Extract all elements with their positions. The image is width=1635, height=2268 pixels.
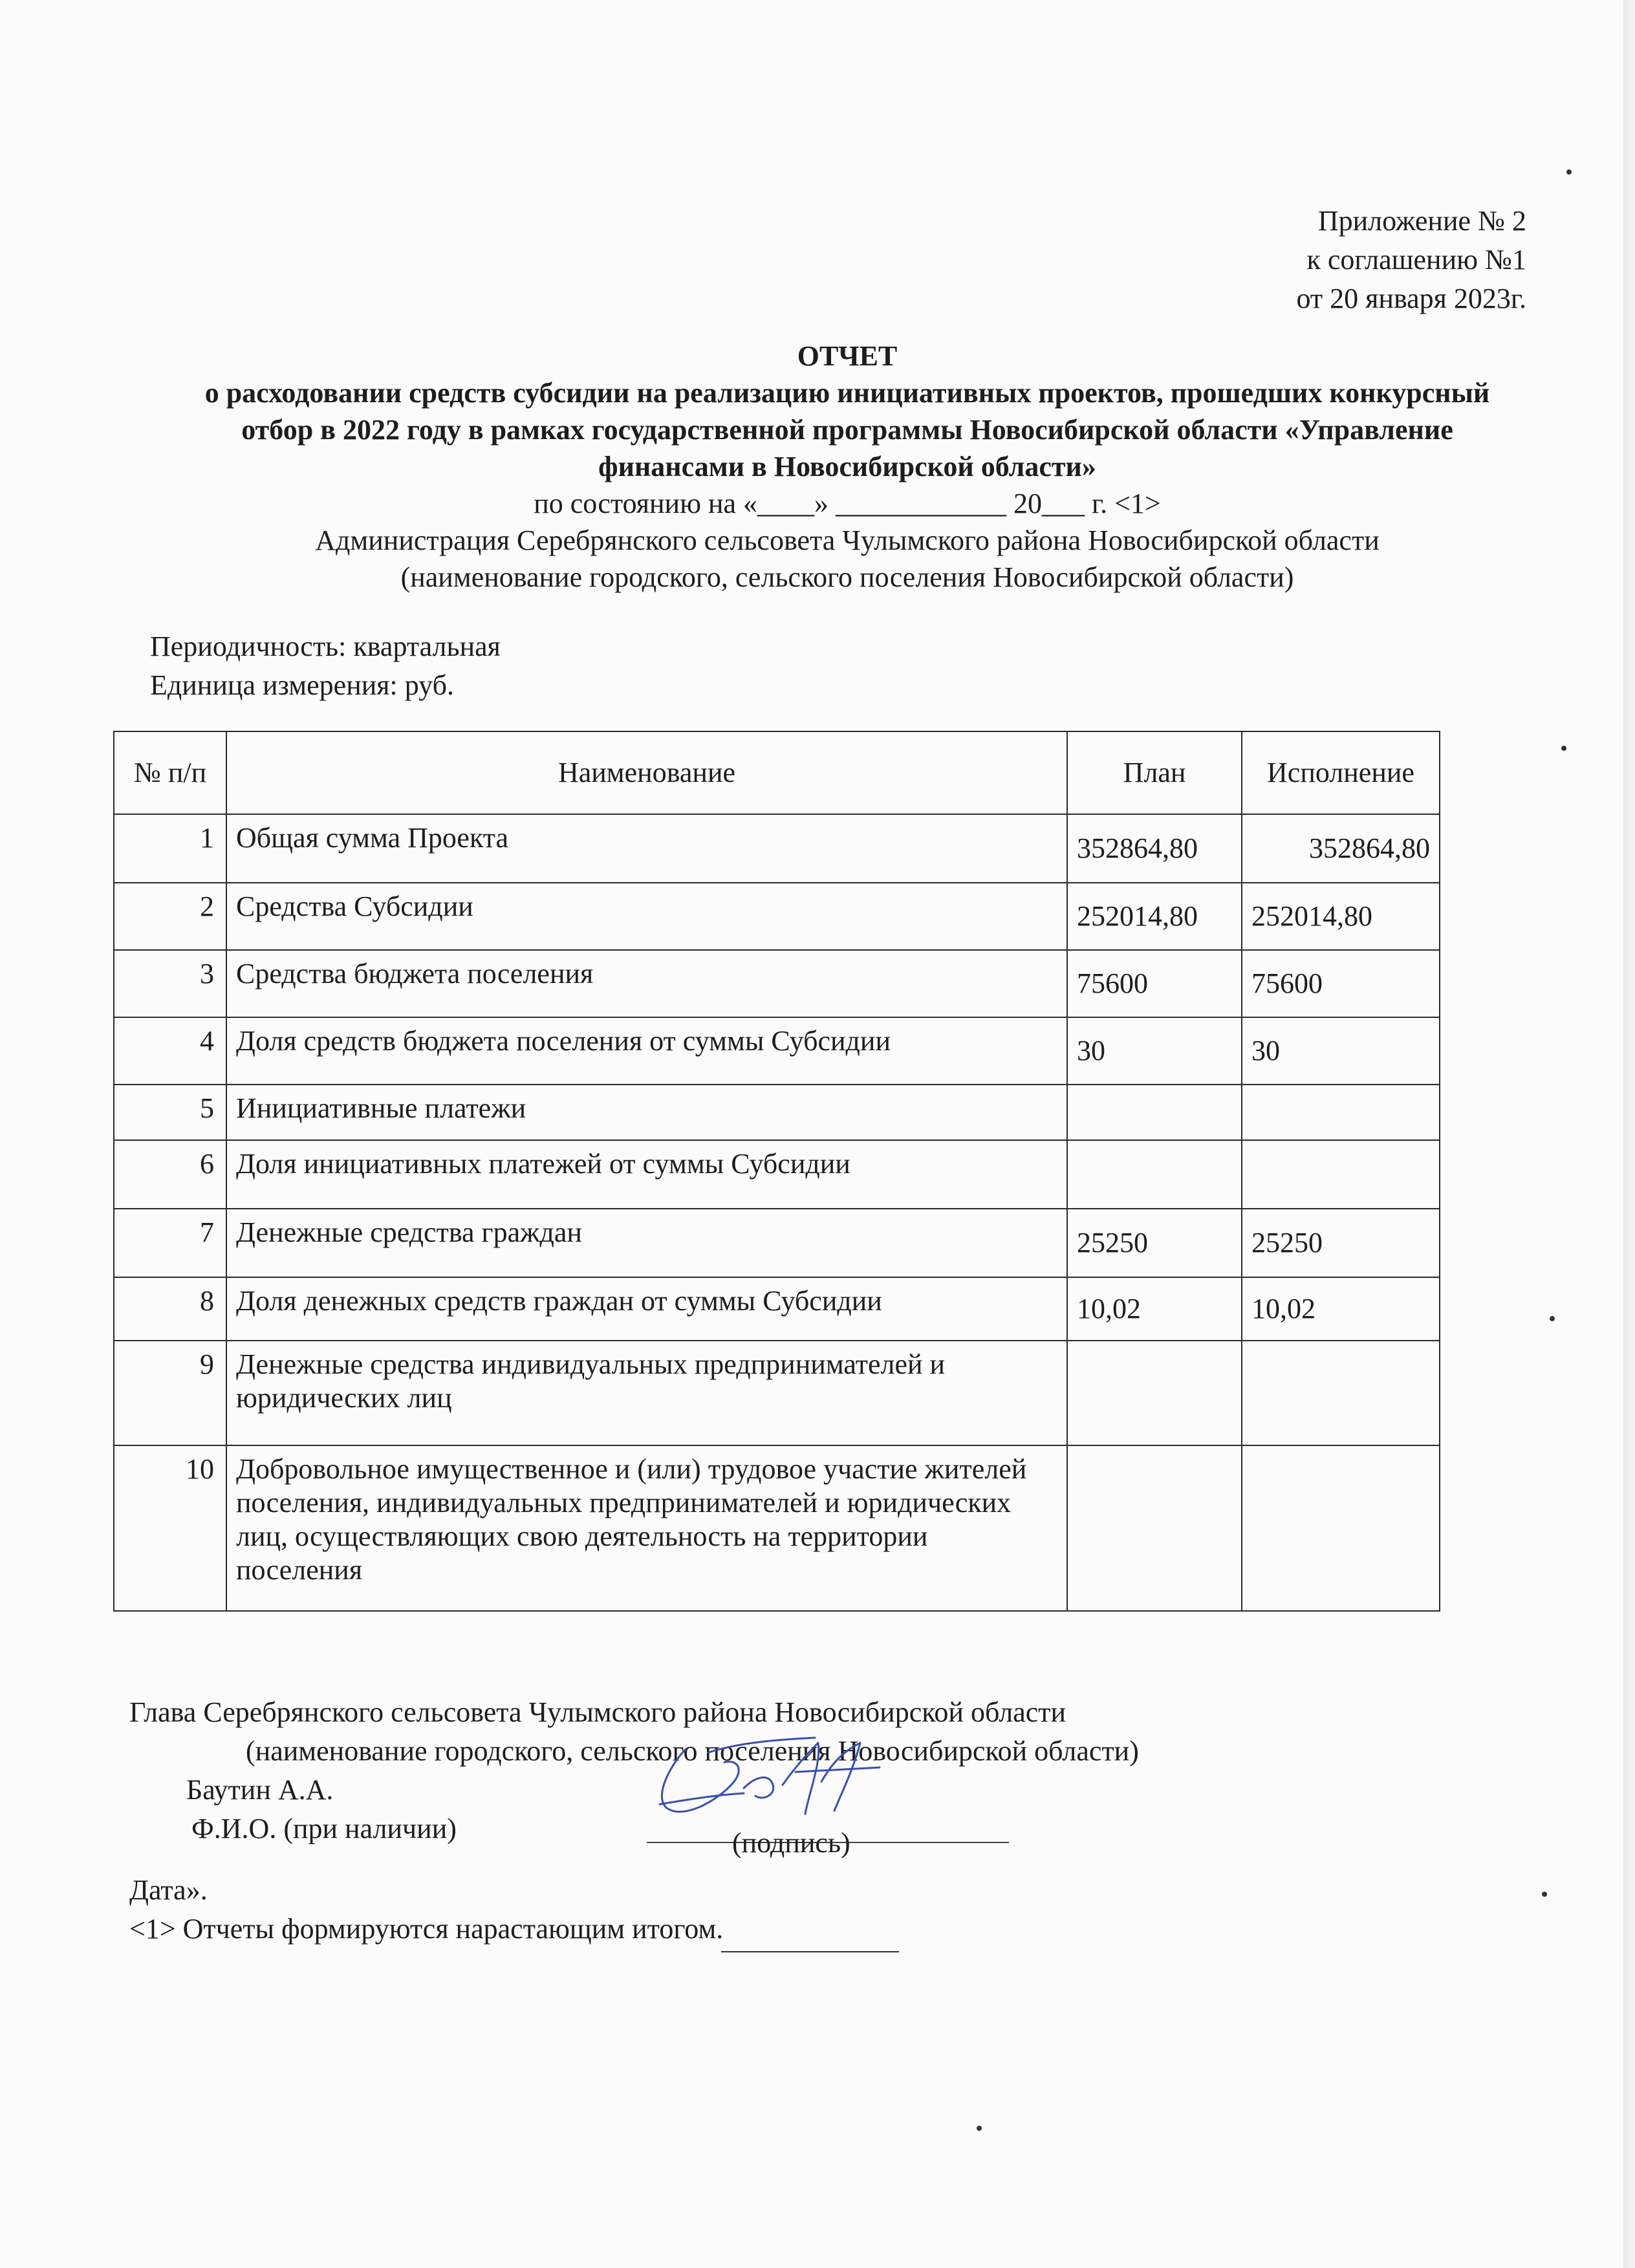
row-execution	[1242, 1341, 1440, 1445]
table-row	[114, 814, 1440, 883]
scan-speck	[977, 2126, 982, 2131]
signature-label: (подпись)	[732, 1827, 850, 1859]
report-subtitle: о расходовании средств субсидии на реализацию инициативных проектов, прошедших конкурсный отбор в 2022 году в рамках государственной программы Новосибирской области «Управление финансами в Новосибирской области»	[204, 377, 1490, 482]
footer-notes	[129, 1871, 723, 1949]
report-title: ОТЧЕТ	[797, 340, 898, 372]
row-num: 9	[114, 1341, 226, 1445]
row-execution: 30	[1242, 1017, 1440, 1085]
row-name: Денежные средства граждан	[226, 1209, 1067, 1277]
row-num: 8	[114, 1277, 226, 1341]
row-execution: 252014,80	[1242, 883, 1440, 950]
row-name: Доля денежных средств граждан от суммы Субсидии	[226, 1277, 1067, 1341]
table-row	[114, 1209, 1440, 1277]
row-name: Инициативные платежи	[226, 1085, 1067, 1140]
row-plan	[1067, 1085, 1242, 1140]
periodicity: Периодичность: квартальная	[150, 631, 501, 662]
table-row	[114, 1445, 1440, 1611]
date-label: Дата».	[129, 1874, 208, 1906]
row-plan: 10,02	[1067, 1277, 1242, 1341]
signatory-position-hint: (наименование городского, сельского поселения Новосибирской области)	[246, 1735, 1139, 1767]
row-plan: 352864,80	[1067, 814, 1242, 883]
row-name: Средства Субсидии	[226, 883, 1067, 950]
appendix-agreement: к соглашению №1	[1306, 244, 1526, 275]
appendix-date: от 20 января 2023г.	[1296, 283, 1526, 314]
row-num: 5	[114, 1085, 226, 1140]
header-name: Наименование	[226, 731, 1067, 814]
row-name: Добровольное имущественное и (или) трудовое участие жителей поселения, индивидуальных предпринимателей и юридических лиц, осуществляющих свою деятельность на территории поселения	[226, 1445, 1067, 1611]
row-name: Денежные средства индивидуальных предпринимателей и юридических лиц	[226, 1341, 1067, 1445]
row-num: 1	[114, 814, 226, 883]
row-plan	[1067, 1341, 1242, 1445]
fio-label: Ф.И.О. (при наличии)	[191, 1813, 457, 1844]
row-num: 6	[114, 1140, 226, 1209]
row-plan: 252014,80	[1067, 883, 1242, 950]
appendix-number: Приложение № 2	[1317, 205, 1526, 237]
scan-speck	[1542, 1892, 1547, 1897]
footnote: <1> Отчеты формируются нарастающим итогом.	[129, 1913, 724, 1945]
table-header-row	[114, 731, 1440, 814]
signatory-name: Баутин А.А.	[186, 1774, 334, 1806]
report-as-of: по состоянию на «____» ____________ 20___ г. <1>	[534, 488, 1161, 519]
scan-speck	[1550, 1316, 1555, 1321]
scan-speck	[1566, 169, 1572, 175]
page-edge-shadow	[1623, 0, 1635, 2268]
table-row	[114, 1277, 1440, 1341]
row-num: 4	[114, 1017, 226, 1085]
row-num: 7	[114, 1209, 226, 1277]
table-row	[114, 1140, 1440, 1209]
report-organization-hint: (наименование городского, сельского поселения Новосибирской области)	[400, 561, 1294, 593]
row-execution: 10,02	[1242, 1277, 1440, 1341]
row-plan: 30	[1067, 1017, 1242, 1085]
row-name: Доля средств бюджета поселения от суммы Субсидии	[226, 1017, 1067, 1085]
row-execution: 25250	[1242, 1209, 1440, 1277]
report-meta	[150, 627, 501, 705]
row-num: 3	[114, 950, 226, 1017]
unit-of-measure: Единица измерения: руб.	[150, 669, 454, 701]
row-plan: 25250	[1067, 1209, 1242, 1277]
table-row	[114, 883, 1440, 950]
report-organization: Администрация Серебрянского сельсовета Чулымского района Новосибирской области	[315, 524, 1380, 556]
header-plan: План	[1067, 731, 1242, 814]
table-row	[114, 950, 1440, 1017]
table-row	[114, 1085, 1440, 1140]
row-num: 10	[114, 1445, 226, 1611]
row-execution: 352864,80	[1242, 814, 1440, 883]
row-execution	[1242, 1085, 1440, 1140]
row-name: Средства бюджета поселения	[226, 950, 1067, 1017]
row-plan	[1067, 1140, 1242, 1209]
row-execution: 75600	[1242, 950, 1440, 1017]
appendix-block	[1297, 202, 1526, 318]
report-table	[113, 731, 1440, 1612]
row-execution	[1242, 1140, 1440, 1209]
row-name: Доля инициативных платежей от суммы Субсидии	[226, 1140, 1067, 1209]
divider-line	[721, 1951, 899, 1952]
row-plan	[1067, 1445, 1242, 1611]
table-row	[114, 1017, 1440, 1085]
row-plan: 75600	[1067, 950, 1242, 1017]
table-row	[114, 1341, 1440, 1445]
handwritten-signature	[647, 1723, 905, 1833]
report-title-block	[175, 338, 1520, 596]
header-num: № п/п	[114, 731, 226, 814]
row-execution	[1242, 1445, 1440, 1611]
row-num: 2	[114, 883, 226, 950]
row-name: Общая сумма Проекта	[226, 814, 1067, 883]
header-execution: Исполнение	[1242, 731, 1440, 814]
scan-speck	[1561, 746, 1566, 751]
signatory-position: Глава Серебрянского сельсовета Чулымского района Новосибирской области	[129, 1696, 1067, 1728]
